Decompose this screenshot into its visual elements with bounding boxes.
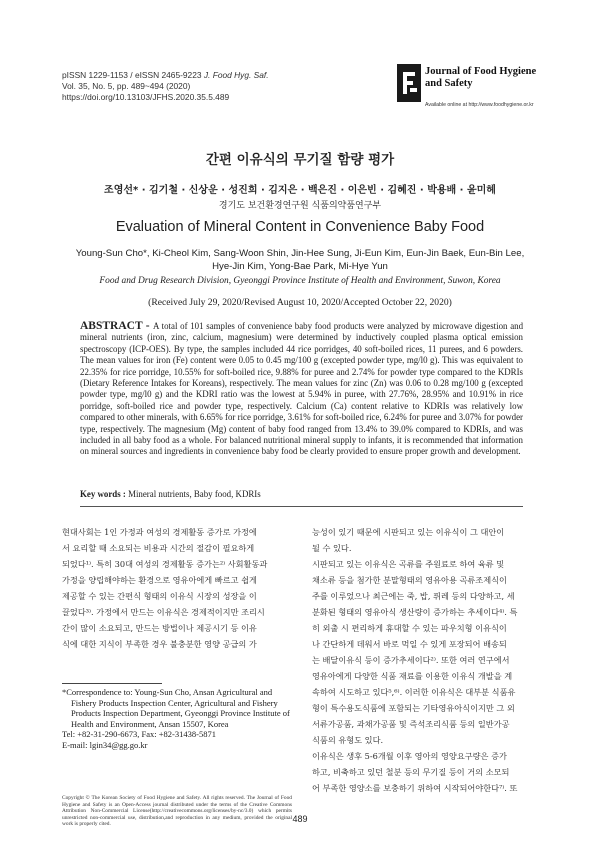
body-line: 서류가공품, 과채가공품 및 즉석조리식품 등의 일반가공 xyxy=(312,719,510,729)
body-line: 끌었다³⁾. 가정에서 만드는 이유식은 경제적이지만 조리시 xyxy=(62,607,265,617)
volume-line: Vol. 35, No. 5, pp. 489~494 (2020) xyxy=(62,81,191,91)
body-line: 어 부족한 영양소를 보충하기 위하여 시작되어야한다⁷⁾. 또 xyxy=(312,783,518,793)
abstract-divider xyxy=(80,506,523,507)
journal-logo xyxy=(397,64,547,114)
body-line: 될 수 있다. xyxy=(312,543,352,553)
body-line: 가정을 양립해야하는 환경으로 영유아에게 빠르고 쉽게 xyxy=(62,575,257,585)
correspondence-note xyxy=(62,687,292,751)
body-line: 시판되고 있는 이유식은 곡류를 주원료로 하여 육류 및 xyxy=(312,559,505,569)
body-column-right xyxy=(312,524,538,796)
body-line: 되었다¹⁾. 특히 30대 여성의 경제활동 증가는²⁾ 사회활동과 xyxy=(62,559,268,569)
affiliation-korean: 경기도 보건환경연구원 식품의약품연구부 xyxy=(218,201,382,211)
body-line: 주를 이루었으나 최근에는 죽, 밥, 퓌레 등의 다양하고, 세 xyxy=(312,591,515,601)
abstract-label: ABSTRACT - xyxy=(80,320,153,332)
body-line: 간이 많이 소요되고, 만드는 방법이나 제공시기 등 이유 xyxy=(62,623,257,633)
authors-korean: 조영선* · 김기철 · 신상운 · 성진희 · 김지은 · 백은진 · 이은빈 · 김혜진 · 박용배 · 윤미헤 xyxy=(104,185,496,196)
issn-line: pISSN 1229-1153 / eISSN 2465-9223 J. Food Hyg. Saf. xyxy=(62,70,269,80)
title-english: Evaluation of Mineral Content in Convenience Baby Food xyxy=(115,219,485,235)
body-line: 하고, 비축하고 있던 철분 등의 무기질 등이 거의 소모되 xyxy=(312,767,510,777)
body-line: 현대사회는 1인 가정과 여성의 경제활동 증가로 가정에 xyxy=(62,527,257,537)
copyright-notice: Copyright © The Korean Society of Food Hygiene and Safety. All rights reserved. The Journal of Food Hygiene and Safety is an Open-Access journal distributed under the terms of the Creative Commons Attribution Non-Commercial License(http://creativecommons.org/licenses/by-nc/3.0) which permits unrestricted non-commercial use, distribution,and reproduction in any medium, provided the original work is properly cited. xyxy=(62,795,292,828)
authors-english: Young-Sun Cho*, Ki-Cheol Kim, Sang-Woon Shin, Jin-Hee Sung, Ji-Eun Kim, Eun-Jin Baek, Eun-Bin Lee, Hye-Jin Kim, Yong-Bae Park, Mi-Hye Yun xyxy=(75,248,525,272)
body-line: 속하여 시도하고 있다⁵,⁶⁾. 이러한 이유식은 대부분 식품유 xyxy=(312,687,516,697)
correspondence-phone: Tel: +82-31-290-6673, Fax: +82-31438-5871 xyxy=(62,729,216,740)
journal-name: Journal of Food Hygiene and Safety xyxy=(425,66,537,89)
abstract-text: A total of 101 samples of convenience baby food products were analyzed by microwave digestion and mineral nutrients (iron, zinc, calcium, magnesium) were determined by inductively coupled plasma optical emission spectroscopy (ICP-OES). By type, the samples included 44 rice porridges, 40 soft-boiled rices, 11 purees, and 6 powders. The mean values for iron (Fe) content were 0.05 to 0.45 mg/100 g (excepted powder type, mg/l0 g). This was equivalent to 22.35% for rice porridge, 10.55% for soft-boiled rice, 9.88% for puree and 2.74% for powder type compared to the KDRIs (Dietary Reference Intakes for Koreans), respectively. The mean values for zinc (Zn) was 0.06 to 0.28 mg/100 g (excepted powder type, mg/l0 g) and the KDRI ratio was the lowest at 5.94% in puree, with 27.76%, 28.95% and 10.91% in rice porridge, soft-boiled rice and powder type, respectively. Calcium (Ca) content relative to KDRIs was relatively low compared to other minerals, with 6.65% for rice porridge, 3.61% for soft-boiled rice, 6.24% for puree and 3.07% for powder type, respectively. The magnesium (Mg) content of baby food ranged from 13.4% to 39.0% compared to KDRIs, and was included in all baby food as a whole. For balanced nutritional mineral supply to infants, it is recommended that information on mineral sources and ingredients in convenience baby food be clearly provided to ensure proper growth and development. xyxy=(80,321,524,457)
title-korean: 간편 이유식의 무기질 함량 평가 xyxy=(205,152,395,168)
correspondence-line: Health and Environment, Ansan 15507, Korea xyxy=(71,718,229,729)
keywords-label: Key words : xyxy=(80,489,126,499)
journal-identifiers xyxy=(62,70,269,103)
correspondence-email[interactable]: E-mail: lgin34@gg.go.kr xyxy=(62,739,148,750)
body-line: 히 외출 시 편리하게 휴대할 수 있는 파우치형 이유식이 xyxy=(312,623,507,633)
page-number: 489 xyxy=(292,814,308,824)
correspondence-line: Products Inspection Department, Gyeonggi Province Institute of xyxy=(71,708,290,719)
affiliation-english: Food and Drug Research Division, Gyeonggi Province Institute of Health and Environment, Suwon, Korea xyxy=(99,276,501,286)
body-line: 는 배달이유식 등이 증가추세이다²⁾. 또한 여러 연구에서 xyxy=(312,655,510,665)
body-line: 서 요리할 때 소요되는 비용과 시간의 절감이 필요하게 xyxy=(62,543,255,553)
abstract xyxy=(80,321,523,458)
body-line: 나 간단하게 데워서 바로 먹일 수 있게 포장되어 배송되 xyxy=(312,639,507,649)
body-line: 식품의 유형도 있다. xyxy=(312,735,384,745)
available-online: Available online at http://www.foodhygiene.or.kr xyxy=(425,102,534,108)
body-line: 영유아에게 다양한 식품 재료를 이용한 이유식 개발을 계 xyxy=(312,671,513,681)
body-line: 제공할 수 있는 간편식 형태의 이유식 시장의 성장을 이 xyxy=(62,591,257,601)
correspondence-line: *Correspondence to: Young-Sun Cho, Ansan Agricultural and xyxy=(62,687,273,697)
journal-logo-icon xyxy=(397,64,421,102)
doi-link[interactable]: https://doi.org/10.13103/JFHS.2020.35.5.489 xyxy=(62,92,230,102)
body-line: 분화된 형태의 영유아식 생산량이 증가하는 추세이다⁴⁾. 특 xyxy=(312,607,518,617)
body-line: 능성이 있기 때문에 시판되고 있는 이유식이 그 대안이 xyxy=(312,527,505,537)
received-dates: (Received July 29, 2020/Revised August 10, 2020/Accepted October 22, 2020) xyxy=(148,297,452,308)
body-line: 식에 대한 지식이 부족한 경우 불충분한 영양 공급의 가 xyxy=(62,639,257,649)
body-column-left xyxy=(62,524,288,652)
body-line: 형이 특수용도식품에 포함되는 기타영유아식이지만 그 외 xyxy=(312,703,515,713)
keywords xyxy=(80,489,523,499)
correspondence-line: Fishery Products Inspection Center, Agricultural and Fishery xyxy=(71,697,278,708)
body-line: 채소류 등을 첨가한 분말형태의 영유아용 곡류조제식이 xyxy=(312,575,507,585)
keywords-text: Mineral nutrients, Baby food, KDRIs xyxy=(125,489,261,499)
footnote-divider xyxy=(62,683,162,684)
body-line: 이유식은 생후 5-6개월 이후 영아의 영양요구량은 증가 xyxy=(312,751,507,761)
